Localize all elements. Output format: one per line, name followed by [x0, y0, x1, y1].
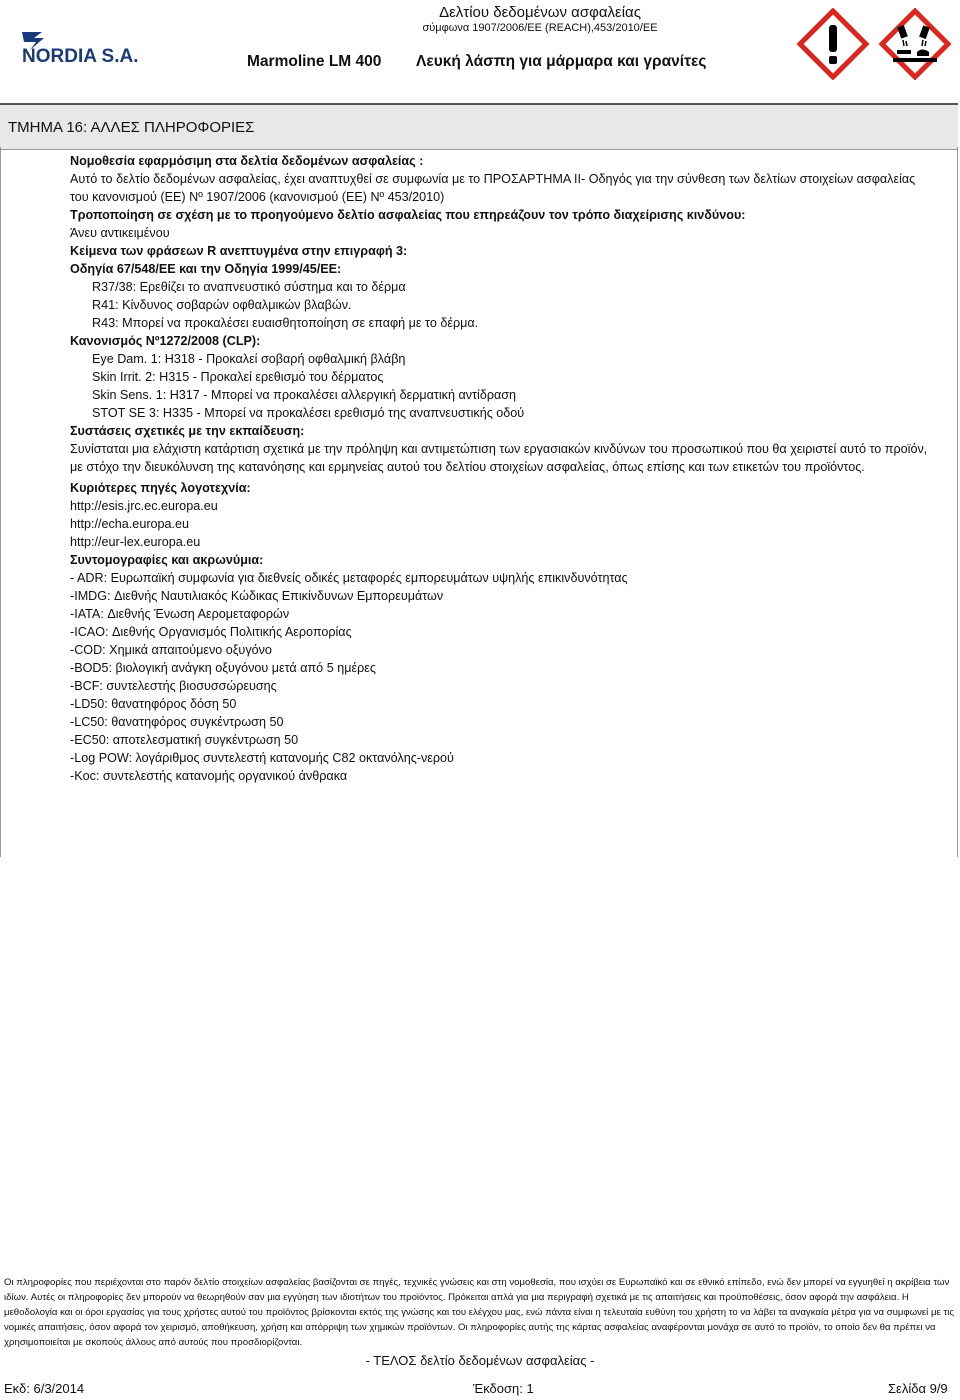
product-name: Marmoline LM 400 — [247, 53, 382, 70]
abbreviation-item: -LC50: θανατηφόρος συγκέντρωση 50 — [70, 715, 284, 729]
abbreviation-item: -LD50: θανατηφόρος δόση 50 — [70, 697, 237, 711]
directive-item: R37/38: Ερεθίζει το αναπνευστικό σύστημα και το δέρμα — [92, 280, 406, 294]
legislation-text: Αυτό το δελτίο δεδομένων ασφαλείας, έχει αναπτυχθεί σε συμφωνία με το ΠΡΟΣΑΡΤΗΜΑ II- Οδηγός για την σύνθεση των δελτίων στοιχείων ασφαλείας του κανονισμού (ΕΕ) Nº 1907/2006 (κανονισμού (ΕΕ) Nº 453/2010) — [70, 172, 916, 204]
legislation-heading: Νομοθεσία εφαρμόσιμη στα δελτία δεδομένων ασφαλείας : — [70, 154, 424, 168]
clp-item: Skin Sens. 1: H317 - Μπορεί να προκαλέσει αλλεργική δερματική αντίδραση — [92, 388, 517, 402]
abbreviations-heading: Συντομογραφίες και ακρωνύμια: — [70, 553, 264, 567]
abbreviation-item: -BOD5: βιολογική ανάγκη οξυγόνου μετά από 5 ημέρες — [70, 661, 376, 675]
company-logo — [20, 28, 160, 66]
section-border-left — [0, 147, 1, 857]
abbreviation-item: -BCF: συντελεστής βιοσυσσώρευσης — [70, 679, 277, 693]
training-text: Συνίσταται μια ελάχιστη κατάρτιση σχετικά με την πρόληψη και αντιμετώπιση των εργασιακών κινδύνων του προσωπικού που θα χειριστεί αυτό το προϊόν, με στόχο την διευκόλυνση της κατανόησης και ερμηνείας αυτού του δελτίου στοιχείων ασφαλείας, όπως επίσης και των ετικετών του προϊόντος. — [70, 442, 928, 474]
issue-date: Εκδ: 6/3/2014 — [4, 1381, 85, 1396]
section-border-right — [957, 147, 958, 857]
abbreviation-item: -EC50: αποτελεσματική συγκέντρωση 50 — [70, 733, 299, 747]
abbreviation-item: -Log POW: λογάριθμος συντελεστή κατανομής C82 οκτανόλης-νερού — [70, 751, 454, 765]
document-subtitle: σύμφωνα 1907/2006/ΕΕ (REACH),453/2010/ΕΕ — [422, 22, 658, 34]
clp-item: Skin Irrit. 2: H315 - Προκαλεί ερεθισμό του δέρματος — [92, 370, 384, 384]
directive-item: R43: Μπορεί να προκαλέσει ευαισθητοποίηση σε επαφή με το δέρμα. — [92, 316, 479, 330]
directive-heading: Οδηγία 67/548/ΕΕ και την Οδηγία 1999/45/ΕΕ: — [70, 262, 342, 276]
modification-text: Άνευ αντικειμένου — [70, 226, 170, 240]
product-description: Λευκή λάσπη για μάρμαρα και γρανίτες — [416, 53, 707, 70]
abbreviation-item: -Koc: συντελεστής κατανομής οργανικού άνθρακα — [70, 769, 348, 783]
section-title: ΤΜΗΜΑ 16: ΑΛΛΕΣ ΠΛΗΡΟΦΟΡΙΕΣ — [8, 119, 255, 136]
abbreviation-item: -ICAO: Διεθνής Οργανισμός Πολιτικής Αεροπορίας — [70, 625, 352, 639]
clp-item: STOT SE 3: H335 - Μπορεί να προκαλέσει ερεθισμό της αναπνευστικής οδού — [92, 406, 525, 420]
source-link: http://echa.europa.eu — [70, 517, 190, 531]
directive-item: R41: Κίνδυνος σοβαρών οφθαλμικών βλαβών. — [92, 298, 352, 312]
abbreviation-item: -IATA: Διεθνής Ένωση Αερομεταφορών — [70, 607, 290, 621]
end-of-document-note: - ΤΕΛΟΣ δελτίο δεδομένων ασφαλείας - — [365, 1353, 595, 1368]
training-heading: Συστάσεις σχετικές με την εκπαίδευση: — [70, 424, 305, 438]
section-content — [70, 152, 930, 785]
sources-heading: Κυριότερες πηγές λογοτεχνία: — [70, 481, 251, 495]
logo-text: NORDIA S.A. — [22, 46, 139, 66]
source-link: http://esis.jrc.ec.europa.eu — [70, 499, 218, 513]
modification-heading: Τροποποίηση σε σχέση με το προηγούμενο δελτίο ασφαλείας που επηρεάζουν τον τρόπο διαχείρισης κινδύνου: — [70, 208, 746, 222]
document-title: Δελτίου δεδομένων ασφαλείας — [439, 4, 641, 21]
source-link: http://eur-lex.europa.eu — [70, 535, 201, 549]
rphrases-heading: Κείμενα των φράσεων R ανεπτυγμένα στην επιγραφή 3: — [70, 244, 408, 258]
version-number: Έκδοση: 1 — [473, 1381, 534, 1396]
page-number: Σελίδα 9/9 — [888, 1381, 948, 1396]
section-header — [0, 103, 958, 150]
abbreviation-item: -IMDG: Διεθνής Ναυτιλιακός Κώδικας Επικίνδυνων Εμπορευμάτων — [70, 589, 444, 603]
corrosion-icon — [879, 8, 951, 80]
exclamation-mark-icon — [797, 8, 869, 80]
footer-disclaimer: Οι πληροφορίες που περιέχονται στο παρόν δελτίο στοιχείων ασφαλείας βασίζονται σε πηγές, τεχνικές γνώσεις και στη νομοθεσία, που ισχύει σε Ευρωπαϊκό και σε εθνικό επίπεδο, ενώ δεν μπορεί να εγγυηθεί η ακρίβεια των ιδίων. Αυτές οι πληροφορίες δεν μπορούν να θεωρηθούν σαν μια εγγύηση των ιδιοτήτων του προϊόντος. Πρόκειται απλά για μια περιγραφή σχετικά με τις απαιτήσεις και προϋποθέσεις, όσον αφορά την ασφάλεια. Η μεθοδολογία και οι όροι εργασίας για τους χρήστες αυτού του προϊόντος βρίσκονται εκτός της γνώσης και του ελέγχου μας, ενώ πάντα είναι η τελευταία ευθύνη του χρήστη το να λάβει τα αναγκαία μέτρα για να συμφωνεί με τις νομικές απαιτήσεις, όσον αφορά τον χειρισμό, αποθήκευση, χρήση και απόρριψη των χημικών προϊόντων. Οι πληροφορίες αυτής της κάρτας ασφαλείας αναφέρονται μονάχα σε αυτό το προϊόν, το οποίο δεν θα πρέπει να χρησιμοποιείται με σκοπούς άλλους από αυτούς που προσδιορίζονται. — [4, 1277, 954, 1348]
clp-heading: Κανονισμός Nº1272/2008 (CLP): — [70, 334, 261, 348]
abbreviation-item: -COD: Χημικά απαιτούμενο οξυγόνο — [70, 643, 272, 657]
abbreviation-item: - ADR: Ευρωπαϊκή συμφωνία για διεθνείς οδικές μεταφορές εμπορευμάτων υψηλής επικινδυνότητας — [70, 571, 628, 585]
clp-item: Eye Dam. 1: H318 - Προκαλεί σοβαρή οφθαλμική βλάβη — [92, 352, 406, 366]
